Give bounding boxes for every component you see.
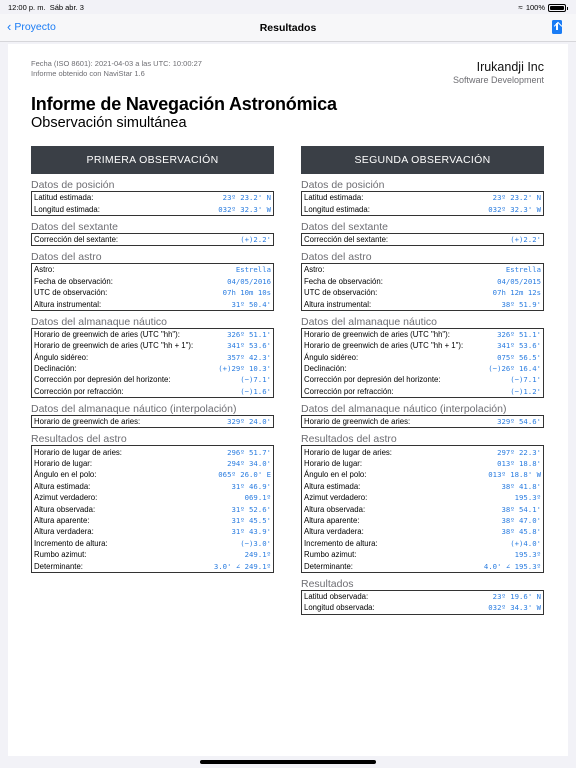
section-table [31, 233, 274, 246]
row-label: Incremento de altura: [304, 538, 378, 548]
row-value: 31º 52.6' [231, 504, 271, 514]
section-table [301, 263, 544, 311]
row-value: 23º 23.2' N [222, 193, 271, 203]
table-row [302, 203, 543, 214]
row-value: 31º 45.5' [231, 516, 271, 525]
section-title: Datos del astro [31, 251, 102, 264]
row-label: Horario de greenwich de aries (UTC "hh + 1"): [34, 341, 194, 351]
table-row [302, 386, 543, 397]
column-second-observation [301, 146, 544, 615]
section-table [31, 191, 274, 216]
table-row [302, 492, 543, 503]
table-row [302, 374, 543, 385]
row-label: Longitud observada: [304, 603, 375, 613]
row-value: (−)26º 16.4' [488, 364, 541, 374]
column-header: SEGUNDA OBSERVACIÓN [301, 146, 544, 174]
section-table [301, 445, 544, 572]
section-title: Datos de posición [301, 179, 385, 191]
row-label: Altura observada: [304, 504, 366, 514]
report-section [31, 179, 274, 216]
table-row [302, 560, 543, 571]
status-time: 12:00 p. m. [8, 3, 46, 12]
section-title: Datos del sextante [301, 220, 388, 233]
row-value: 013º 18.8' W [488, 470, 541, 480]
table-row [302, 340, 543, 351]
row-label: Horario de lugar de aries: [34, 447, 122, 457]
report-section [301, 221, 544, 246]
status-time-date [8, 3, 84, 12]
row-label: Determinante: [304, 561, 353, 571]
row-value: 294º 34.0' [227, 459, 271, 469]
table-row [302, 591, 543, 602]
report-section [301, 433, 544, 572]
row-value: 326º 51.1' [497, 329, 541, 339]
row-value: 069.1º [244, 493, 271, 503]
row-value: 04/05/2015 [497, 276, 541, 286]
row-label: Fecha de observación: [304, 276, 383, 286]
row-value: 4.0' ∠ 195.3º [483, 561, 541, 571]
table-row [302, 549, 543, 560]
row-value: (+)2.2' [240, 234, 271, 244]
nav-title: Resultados [259, 22, 317, 34]
report-software: Informe obtenido con NaviStar 1.6 [31, 68, 145, 78]
row-label: Fecha de observación: [34, 276, 113, 286]
report-section [31, 433, 274, 572]
section-title: Datos del sextante [31, 220, 118, 233]
row-label: Azimut verdadero: [304, 493, 368, 503]
status-date: Sáb abr. 3 [49, 3, 84, 12]
row-value: 296º 51.7' [227, 447, 271, 457]
table-row [32, 298, 273, 309]
row-label: Rumbo azimut: [34, 550, 87, 560]
section-table [31, 328, 274, 398]
table-row [302, 458, 543, 469]
section-title: Datos del almanaque náutico (interpolación) [31, 403, 237, 416]
row-value: 357º 42.3' [227, 352, 271, 362]
report-section [301, 403, 544, 428]
row-label: Corrección por depresión del horizonte: [304, 375, 441, 385]
section-title: Datos del astro [301, 251, 372, 264]
table-row [32, 287, 273, 298]
report-section [301, 316, 544, 398]
report-subtitle: Observación simultánea [31, 115, 187, 131]
row-value: (−)7.1' [510, 375, 541, 385]
battery-icon [548, 4, 566, 12]
row-value: 31º 50.4' [231, 299, 271, 309]
row-value: 013º 18.8' [497, 459, 541, 469]
table-row [32, 526, 273, 537]
section-table [301, 590, 544, 615]
row-label: Corrección por refracción: [34, 386, 124, 396]
table-row [32, 538, 273, 549]
row-label: Longitud estimada: [304, 204, 370, 214]
table-row [302, 329, 543, 340]
wifi-icon: ≈ [518, 3, 523, 12]
section-table [301, 328, 544, 398]
share-icon[interactable] [552, 20, 562, 34]
row-value: 38º 47.0' [501, 516, 541, 525]
row-value: 326º 51.1' [227, 329, 271, 339]
section-title: Resultados [301, 577, 354, 590]
section-title: Datos del almanaque náutico (interpolación) [301, 403, 507, 416]
table-row [302, 503, 543, 514]
row-value: 341º 53.6' [227, 341, 271, 351]
row-label: Horario de greenwich de aries: [304, 417, 411, 427]
row-label: Altura aparente: [304, 516, 360, 525]
table-row [302, 469, 543, 480]
table-row [302, 416, 543, 427]
table-row [32, 340, 273, 351]
status-right [518, 3, 566, 12]
report-section [31, 221, 274, 246]
row-label: Declinación: [304, 364, 347, 374]
table-row [32, 386, 273, 397]
row-label: Ángulo en el polo: [304, 470, 367, 480]
row-value: (+)29º 10.3' [218, 364, 271, 374]
table-row [32, 329, 273, 340]
row-value: (−)7.1' [240, 375, 271, 385]
row-label: UTC de observación: [34, 288, 108, 298]
row-value: 31º 46.9' [231, 481, 271, 491]
report-section [31, 403, 274, 428]
row-value: 032º 32.3' W [488, 204, 541, 214]
section-table [301, 191, 544, 216]
back-button-label: Proyecto [14, 21, 56, 33]
section-table [301, 415, 544, 428]
row-value: (−)1.6' [240, 386, 271, 396]
table-row [32, 458, 273, 469]
report-date: Fecha (ISO 8601): 2021-04-03 a las UTC: 10:00:27 [31, 59, 202, 68]
table-row [32, 276, 273, 287]
report-section [301, 251, 544, 311]
row-label: Altura instrumental: [34, 299, 102, 309]
table-row [32, 560, 273, 571]
row-label: Horario de greenwich de aries (UTC "hh"): [304, 329, 450, 339]
row-value: 07h 10m 10s [222, 288, 271, 298]
table-row [302, 363, 543, 374]
table-row [32, 363, 273, 374]
report-section [31, 251, 274, 311]
row-label: Astro: [34, 265, 55, 275]
section-table [301, 233, 544, 246]
row-value: 195.3º [514, 550, 541, 560]
row-label: Horario de lugar de aries: [304, 447, 392, 457]
report-section [31, 316, 274, 398]
company-subtitle: Software Development [452, 75, 544, 85]
table-row [32, 416, 273, 427]
row-label: Altura instrumental: [304, 299, 372, 309]
section-title: Resultados del astro [31, 433, 127, 446]
table-row [302, 526, 543, 537]
row-value: 38º 51.9' [501, 299, 541, 309]
row-label: Incremento de altura: [34, 538, 108, 548]
row-label: Azimut verdadero: [34, 493, 98, 503]
row-value: 38º 54.1' [501, 504, 541, 514]
table-row [302, 481, 543, 492]
row-value: (−)3.0' [240, 538, 271, 548]
row-label: Determinante: [34, 561, 83, 571]
row-value: 297º 22.3' [497, 447, 541, 457]
row-label: Latitud estimada: [34, 193, 94, 203]
company-name: Irukandji Inc [476, 60, 544, 74]
row-label: Horario de lugar: [304, 459, 363, 469]
section-title: Datos del almanaque náutico [31, 315, 168, 328]
row-label: Ángulo sidéreo: [304, 352, 359, 362]
report-meta [31, 59, 202, 78]
table-row [32, 192, 273, 203]
table-row [32, 492, 273, 503]
table-row [32, 352, 273, 363]
row-value: 07h 12m 12s [492, 288, 541, 298]
report-section [301, 578, 544, 615]
row-label: UTC de observación: [304, 288, 378, 298]
row-label: Horario de lugar: [34, 459, 93, 469]
table-row [32, 203, 273, 214]
row-label: Corrección del sextante: [34, 234, 119, 244]
table-row [32, 503, 273, 514]
row-value: 23º 19.6' N [492, 591, 541, 601]
table-row [302, 287, 543, 298]
table-row [32, 234, 273, 245]
table-row [32, 549, 273, 560]
battery-percent: 100% [525, 3, 545, 12]
row-label: Corrección por depresión del horizonte: [34, 375, 171, 385]
row-value: Estrella [505, 265, 541, 275]
row-value: 3.0' ∠ 249.1º [213, 561, 271, 571]
status-bar [0, 0, 576, 14]
table-row [32, 374, 273, 385]
row-value: 065º 26.0' E [218, 470, 271, 480]
section-title: Resultados del astro [301, 433, 397, 446]
row-label: Horario de greenwich de aries (UTC "hh + 1"): [304, 341, 464, 351]
table-row [302, 298, 543, 309]
table-row [32, 469, 273, 480]
row-value: 249.1º [244, 550, 271, 560]
report-title: Informe de Navegación Astronómica [31, 94, 337, 114]
row-label: Ángulo sidéreo: [34, 352, 89, 362]
row-value: (+)4.0' [510, 538, 541, 548]
row-value: 329º 54.6' [497, 417, 541, 427]
row-value: 329º 24.0' [227, 417, 271, 427]
section-title: Datos de posición [31, 179, 115, 191]
row-value: 38º 41.8' [501, 481, 541, 491]
table-row [32, 515, 273, 526]
row-label: Corrección por refracción: [304, 386, 394, 396]
report-page [8, 44, 568, 756]
table-row [32, 446, 273, 457]
row-value: 032º 34.3' W [488, 603, 541, 613]
row-label: Ángulo en el polo: [34, 470, 97, 480]
column-first-observation [31, 146, 274, 573]
row-label: Longitud estimada: [34, 204, 100, 214]
row-label: Horario de greenwich de aries (UTC "hh"): [34, 329, 180, 339]
row-value: 23º 23.2' N [492, 193, 541, 203]
row-label: Altura estimada: [304, 481, 361, 491]
row-value: 341º 53.6' [497, 341, 541, 351]
column-header: PRIMERA OBSERVACIÓN [31, 146, 274, 174]
row-value: Estrella [235, 265, 271, 275]
row-value: 38º 45.8' [501, 527, 541, 537]
row-label: Declinación: [34, 364, 77, 374]
report-section [301, 179, 544, 216]
table-row [302, 602, 543, 613]
table-row [302, 352, 543, 363]
table-row [302, 264, 543, 275]
row-label: Corrección del sextante: [304, 234, 389, 244]
row-value: 195.3º [514, 493, 541, 503]
row-label: Rumbo azimut: [304, 550, 357, 560]
row-label: Altura estimada: [34, 481, 91, 491]
chevron-left-icon: ‹ [7, 19, 12, 34]
row-label: Horario de greenwich de aries: [34, 417, 141, 427]
table-row [302, 515, 543, 526]
row-value: (−)1.2' [510, 386, 541, 396]
row-label: Altura verdadera: [304, 527, 364, 537]
section-table [31, 445, 274, 572]
table-row [32, 481, 273, 492]
section-table [31, 415, 274, 428]
section-table [31, 263, 274, 311]
table-row [302, 538, 543, 549]
section-title: Datos del almanaque náutico [301, 315, 438, 328]
row-value: 075º 56.5' [497, 352, 541, 362]
row-label: Altura aparente: [34, 516, 90, 525]
row-label: Latitud estimada: [304, 193, 364, 203]
table-row [302, 234, 543, 245]
row-value: (+)2.2' [510, 234, 541, 244]
table-row [32, 264, 273, 275]
table-row [302, 192, 543, 203]
company-info [453, 60, 544, 85]
row-label: Astro: [304, 265, 325, 275]
row-label: Altura verdadera: [34, 527, 94, 537]
row-value: 04/05/2016 [227, 276, 271, 286]
row-value: 032º 32.3' W [218, 204, 271, 214]
navigation-bar [0, 14, 576, 42]
table-row [302, 276, 543, 287]
row-label: Latitud observada: [304, 591, 369, 601]
row-label: Altura observada: [34, 504, 96, 514]
home-indicator [200, 760, 376, 764]
table-row [302, 446, 543, 457]
row-value: 31º 43.9' [231, 527, 271, 537]
